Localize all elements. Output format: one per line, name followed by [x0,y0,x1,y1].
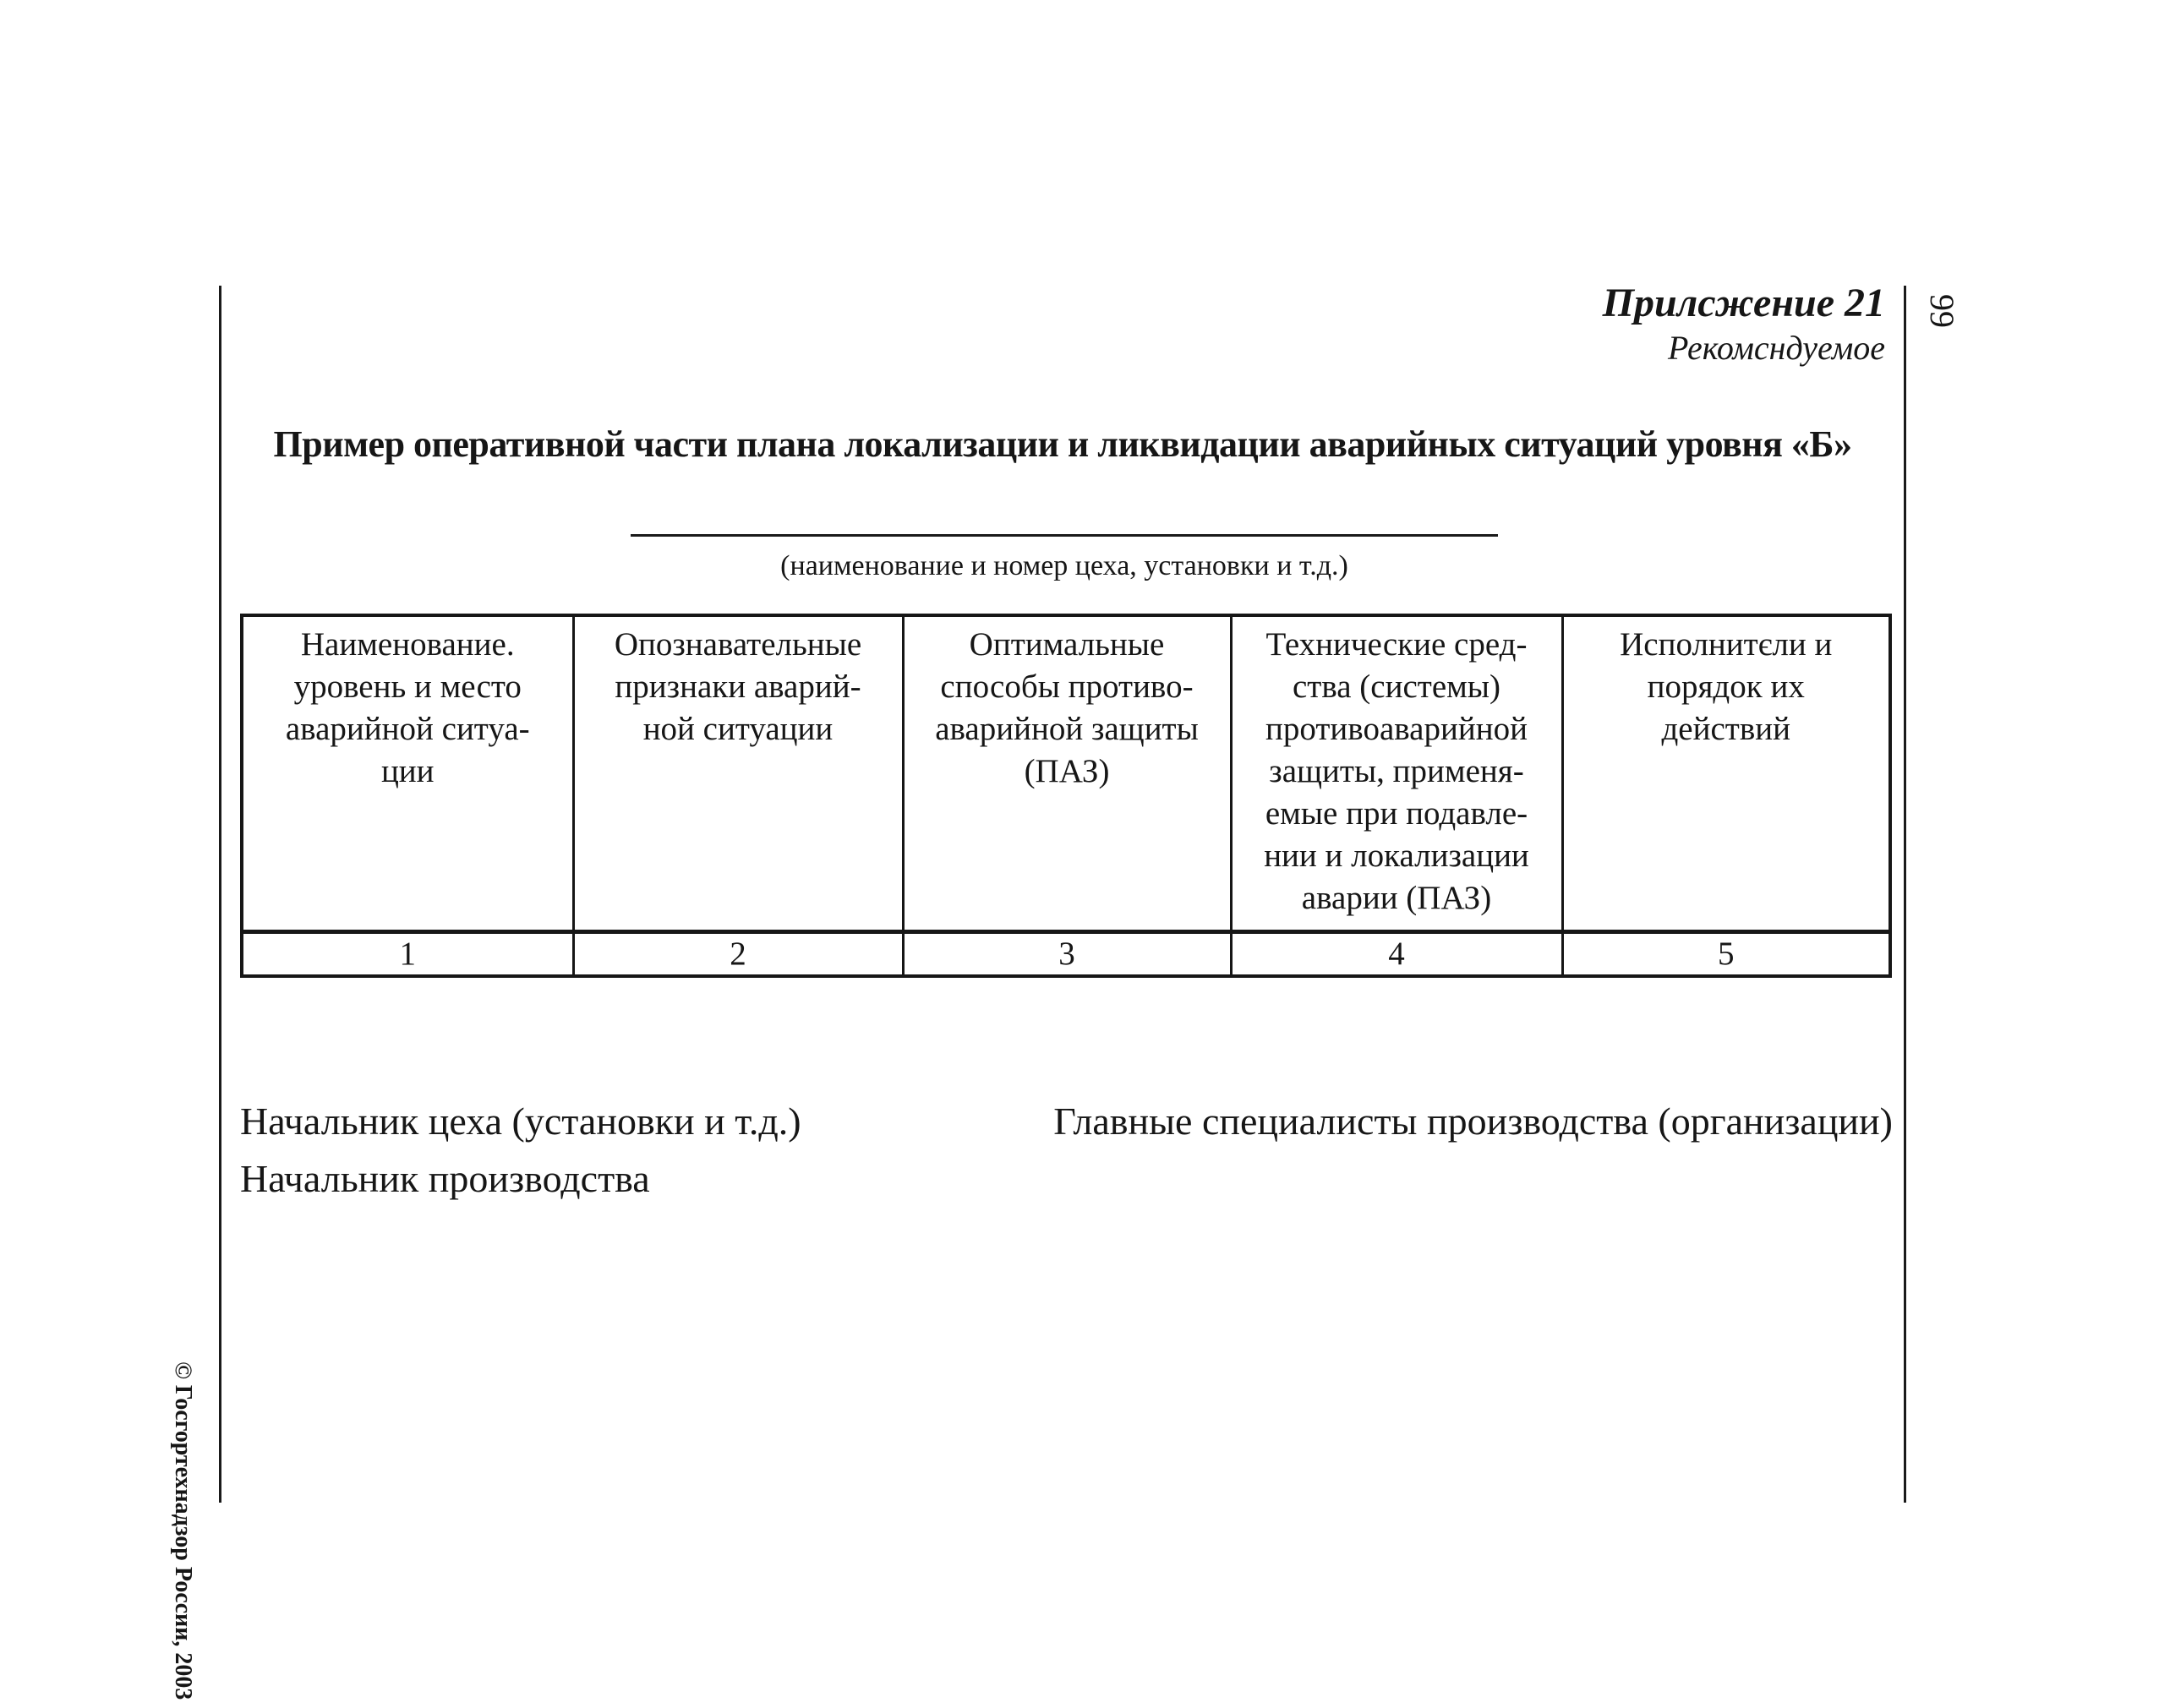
column-header-5 [1562,615,1890,932]
header-line: ции [380,753,435,789]
header-line: (ПАЗ) [1024,753,1110,789]
column-number-3: 3 [903,932,1231,977]
workshop-caption: (наименование и номер цеха, установки и т.д.) [780,550,1348,581]
header-line: нии и локализации [1264,838,1529,874]
header-line: Исполнитєли и [1620,626,1833,663]
column-header-3 [903,615,1231,932]
header-line: уровень и место [293,668,522,705]
signature-production-head: Начальник производства [240,1157,650,1200]
header-line: Технические сред- [1265,626,1528,663]
header-line: Оптимальные [969,626,1165,663]
right-margin-rule [1904,286,1906,1503]
page-number: 99 [1923,294,1961,328]
document-title: Пример оперативной части плана локализации и ликвидации аварийных ситуаций уровня «Б» [273,423,1852,465]
header-line: защиты, применя- [1269,753,1524,789]
plan-table [240,614,1892,978]
header-line: действий [1661,711,1791,747]
column-number-row [242,932,1890,977]
header-line: Наименование. [300,626,515,663]
header-line: способы противо- [940,668,1194,705]
header-line: аварийной защиты [935,711,1199,747]
header-line: аварии (ПАЗ) [1301,880,1492,916]
column-number-2: 2 [573,932,903,977]
signature-chief-specialists: Главные специалисты производства (организации) [1053,1100,1893,1143]
appendix-status: Рекомсндуемое [1667,329,1885,367]
header-line: аварийной ситуа- [285,711,530,747]
header-line: емые при подавле- [1265,795,1528,832]
column-number-1: 1 [242,932,573,977]
appendix-heading [1603,281,1885,370]
blank-fill-line [631,534,1498,537]
table-header-row [242,615,1890,932]
header-line: ной ситуации [642,711,834,747]
signature-workshop-head: Начальник цеха (установки и т.д.) [240,1100,801,1143]
header-line: ства (системы) [1292,668,1501,705]
column-number-5: 5 [1562,932,1890,977]
header-line: порядок их [1647,668,1805,705]
copyright-notice: © Госгортехнадзор России, 2003 [170,1361,196,1700]
column-number-4: 4 [1231,932,1562,977]
header-line: Опознавательные [614,626,862,663]
column-header-4 [1231,615,1562,932]
left-margin-rule [219,286,221,1503]
column-header-1 [242,615,573,932]
header-line: признаки аварий- [615,668,861,705]
column-header-2 [573,615,903,932]
appendix-title: Прилсжение 21 [1602,281,1885,325]
header-line: противоаварийной [1265,711,1528,747]
